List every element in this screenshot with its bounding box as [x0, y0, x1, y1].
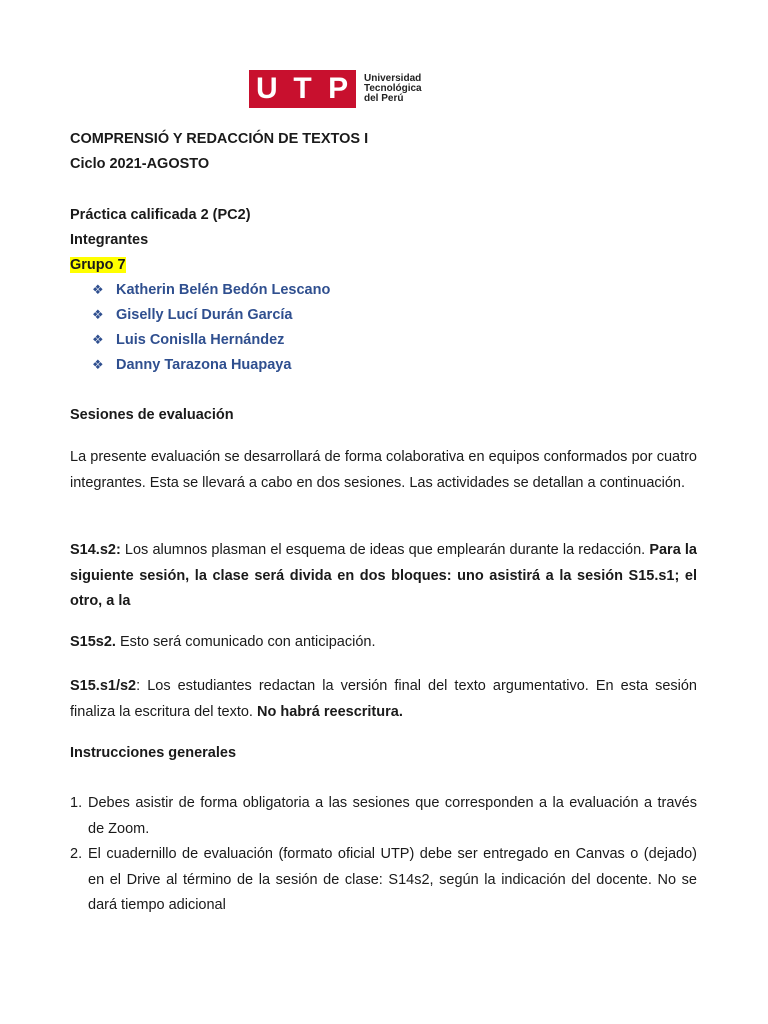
instructions-list [70, 791, 697, 919]
diamond-bullet-icon: ❖ [92, 307, 104, 322]
instruction-number: 1. [70, 795, 83, 811]
group-label [70, 257, 126, 273]
member-item [92, 357, 291, 373]
instructions-heading: Instrucciones generales [70, 745, 237, 761]
s14-bold-text: Para la siguiente sesión, la clase será divida en dos bloques: uno asistirá a la sesión S15.s1; el otro, a la [70, 542, 697, 609]
instruction-item [70, 842, 697, 919]
logo-line-2: Tecnológica [364, 83, 422, 94]
utp-logo-mark [249, 70, 356, 108]
course-title: COMPRENSIÓ Y REDACCIÓN DE TEXTOS I [70, 131, 369, 147]
utp-logo [249, 70, 422, 108]
logo-letter-t: T [293, 72, 312, 105]
s14-paragraph [70, 538, 697, 615]
sessions-intro: La presente evaluación se desarrollará de forma colaborativa en equipos conformados por cuatro integrantes. Esta se llevará a cabo en dos sesiones. Las actividades se detallan a continuación. [70, 449, 697, 491]
diamond-bullet-icon: ❖ [92, 357, 104, 372]
instruction-item [70, 791, 697, 842]
member-item [92, 307, 293, 323]
member-item [92, 332, 284, 348]
member-name: Giselly Lucí Durán García [116, 307, 293, 323]
cycle-label: Ciclo 2021-AGOSTO [70, 156, 210, 172]
sessions-heading: Sesiones de evaluación [70, 407, 234, 423]
diamond-bullet-icon: ❖ [92, 282, 104, 297]
members-label: Integrantes [70, 232, 149, 248]
s15b-paragraph [70, 674, 697, 725]
s14-text: Los alumnos plasman el esquema de ideas que emplearán durante la redacción. [120, 542, 650, 558]
logo-line-3: del Perú [364, 93, 404, 104]
group-highlight: Grupo 7 [70, 257, 126, 273]
member-name: Luis Conislla Hernández [116, 332, 285, 348]
logo-line-1: Universidad [364, 73, 422, 84]
instruction-text: El cuadernillo de evaluación (formato oficial UTP) debe ser entregado en Canvas o (dejado) en el Drive al término de la sesión de clase: S14s2, según la indicación del docente. No se dará tiempo adicional [88, 846, 697, 913]
instruction-number: 2. [70, 846, 83, 862]
s14-label: S14.s2: [70, 542, 121, 558]
member-item [92, 282, 330, 298]
instruction-text: Debes asistir de forma obligatoria a las sesiones que corresponden a la evaluación a través de Zoom. [88, 795, 697, 837]
s15b-label: S15.s1/s2 [70, 678, 137, 694]
s15b-text: : Los estudiantes redactan la versión final del texto argumentativo. En esta sesión finaliza la escritura del texto. [70, 678, 697, 720]
s15-label: S15s2. [70, 634, 116, 650]
logo-letter-u: U [255, 72, 278, 105]
practice-title: Práctica calificada 2 (PC2) [70, 207, 251, 223]
s15b-bold-text: No habrá reescritura. [256, 703, 403, 720]
member-name: Danny Tarazona Huapaya [116, 357, 292, 373]
s15-text: Esto será comunicado con anticipación. [115, 634, 376, 650]
utp-logo-text [364, 74, 422, 104]
diamond-bullet-icon: ❖ [92, 332, 104, 347]
s15-paragraph [70, 630, 697, 656]
logo-letter-p: P [328, 72, 349, 105]
member-name: Katherin Belén Bedón Lescano [116, 282, 331, 298]
